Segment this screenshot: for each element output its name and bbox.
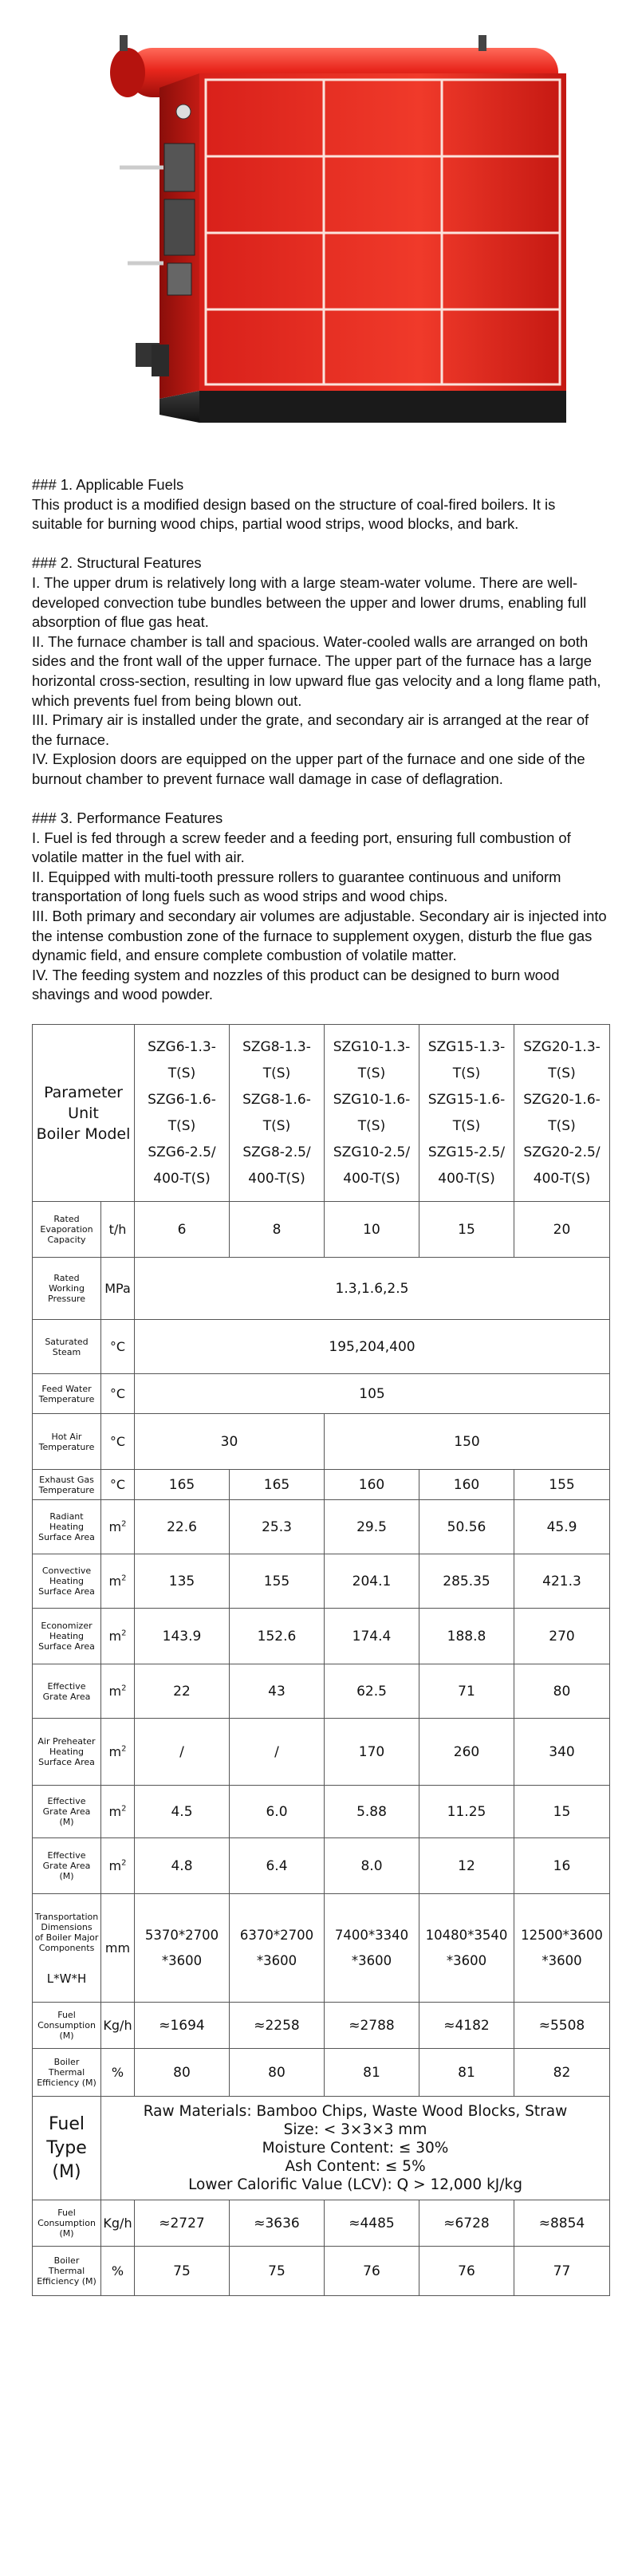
model-header: SZG6-1.3- T(S) SZG6-1.6- T(S) SZG6-2.5/ 400-T(S) — [135, 1025, 230, 1202]
table-row — [33, 2049, 610, 2097]
value-cell: 6 — [135, 1202, 230, 1258]
value-cell: / — [135, 1719, 230, 1786]
param-label: Economizer Heating Surface Area — [33, 1609, 101, 1664]
table-row — [33, 1719, 610, 1786]
table-row — [33, 1609, 610, 1664]
value-cell: 62.5 — [325, 1664, 419, 1719]
value-cell: 340 — [514, 1719, 610, 1786]
table-row — [33, 1500, 610, 1554]
unit-cell: °C — [101, 1374, 135, 1414]
value-cell: 170 — [325, 1719, 419, 1786]
value-cell: 260 — [419, 1719, 514, 1786]
value-cell: 22.6 — [135, 1500, 230, 1554]
section-heading: ### 1. Applicable Fuels — [32, 476, 184, 493]
unit-cell: °C — [101, 1320, 135, 1374]
section-paragraph: I. The upper drum is relatively long with a large steam-water volume. There are well-developed convection tube bundles between the upper and lower drums, enabling full absorption of flue gas heat. — [32, 573, 587, 631]
value-cell: 204.1 — [325, 1554, 419, 1609]
value-cell: 188.8 — [419, 1609, 514, 1664]
table-row — [33, 2097, 610, 2200]
table-row — [33, 1258, 610, 1320]
value-cell: 150 — [325, 1414, 610, 1470]
unit-cell: $m^2$ — [101, 1838, 135, 1894]
param-label: Radiant Heating Surface Area — [33, 1500, 101, 1554]
boiler-spec-table — [32, 1024, 610, 2296]
value-cell: 195,204,400 — [135, 1320, 610, 1374]
value-cell: 12 — [419, 1838, 514, 1894]
unit-cell: t/h — [101, 1202, 135, 1258]
value-cell: ≈4182 — [419, 2003, 514, 2049]
value-cell: 15 — [514, 1786, 610, 1838]
value-cell: 421.3 — [514, 1554, 610, 1609]
value-cell: 174.4 — [325, 1609, 419, 1664]
value-cell: 80 — [230, 2049, 325, 2097]
value-cell: 8 — [230, 1202, 325, 1258]
model-header: SZG15-1.3- T(S) SZG15-1.6- T(S) SZG15-2.5/ 400-T(S) — [419, 1025, 514, 1202]
table-row — [33, 1470, 610, 1500]
param-label: Transportation Dimensions of Boiler Major Components L*W*H — [33, 1894, 101, 2003]
value-cell: 152.6 — [230, 1609, 325, 1664]
value-cell: 77 — [514, 2247, 610, 2296]
table-row — [33, 1202, 610, 1258]
value-cell: 105 — [135, 1374, 610, 1414]
fuel-type-description: Raw Materials: Bamboo Chips, Waste Wood Blocks, Straw Size: < 3×3×3 mm Moisture Content: ≤ 30% Ash Content: ≤ 5% Lower Calorific Value (LCV): Q > 12,000 kJ/kg — [101, 2097, 610, 2200]
value-cell: ≈3636 — [230, 2200, 325, 2247]
value-cell: 81 — [325, 2049, 419, 2097]
unit-cell: $m^2$ — [101, 1719, 135, 1786]
section-paragraph: IV. Explosion doors are equipped on the upper part of the furnace and one side of the burnout chamber to prevent furnace wall damage in case of deflagration. — [32, 750, 585, 787]
table-row — [33, 1894, 610, 2003]
value-cell: ≈6728 — [419, 2200, 514, 2247]
value-cell: 4.8 — [135, 1838, 230, 1894]
param-label: Hot Air Temperature — [33, 1414, 101, 1470]
header-label: Parameter Unit Boiler Model — [33, 1025, 135, 1202]
param-label: Effective Grate Area — [33, 1664, 101, 1719]
value-cell: 6.0 — [230, 1786, 325, 1838]
value-cell: 10480*3540 *3600 — [419, 1894, 514, 2003]
value-cell: 29.5 — [325, 1500, 419, 1554]
value-cell: 82 — [514, 2049, 610, 2097]
unit-cell: Kg/h — [101, 2003, 135, 2049]
unit-cell: $m^2$ — [101, 1664, 135, 1719]
value-cell: 71 — [419, 1664, 514, 1719]
value-cell: 155 — [514, 1470, 610, 1500]
param-label: Fuel Type (M) — [33, 2097, 101, 2200]
value-cell: 75 — [230, 2247, 325, 2296]
value-cell: 5370*2700 *3600 — [135, 1894, 230, 2003]
value-cell: ≈4485 — [325, 2200, 419, 2247]
value-cell: 160 — [325, 1470, 419, 1500]
model-header: SZG8-1.3- T(S) SZG8-1.6- T(S) SZG8-2.5/ 400-T(S) — [230, 1025, 325, 1202]
section-heading: ### 3. Performance Features — [32, 809, 223, 827]
value-cell: 76 — [325, 2247, 419, 2296]
value-cell: 6370*2700 *3600 — [230, 1894, 325, 2003]
value-cell: 11.25 — [419, 1786, 514, 1838]
value-cell: 6.4 — [230, 1838, 325, 1894]
value-cell: 80 — [135, 2049, 230, 2097]
value-cell: 4.5 — [135, 1786, 230, 1838]
param-label: Effective Grate Area (M) — [33, 1838, 101, 1894]
value-cell: ≈1694 — [135, 2003, 230, 2049]
value-cell: 20 — [514, 1202, 610, 1258]
value-cell: 15 — [419, 1202, 514, 1258]
value-cell: 45.9 — [514, 1500, 610, 1554]
section-heading: ### 2. Structural Features — [32, 554, 202, 572]
table-row — [33, 2003, 610, 2049]
table-row — [33, 1786, 610, 1838]
section-paragraph: IV. The feeding system and nozzles of this product can be designed to burn wood shavings and wood powder. — [32, 966, 560, 1003]
value-cell: 270 — [514, 1609, 610, 1664]
param-label: Saturated Steam — [33, 1320, 101, 1374]
value-cell: 12500*3600 *3600 — [514, 1894, 610, 2003]
model-header: SZG10-1.3- T(S) SZG10-1.6- T(S) SZG10-2.5/ 400-T(S) — [325, 1025, 419, 1202]
value-cell: 75 — [135, 2247, 230, 2296]
unit-cell: $m^2$ — [101, 1554, 135, 1609]
value-cell: ≈2788 — [325, 2003, 419, 2049]
section-paragraph: I. Fuel is fed through a screw feeder and a feeding port, ensuring full combustion of volatile matter in the fuel with air. — [32, 829, 571, 866]
value-cell: 25.3 — [230, 1500, 325, 1554]
value-cell: 30 — [135, 1414, 325, 1470]
table-row — [33, 2247, 610, 2296]
table-row — [33, 1320, 610, 1374]
value-cell: 155 — [230, 1554, 325, 1609]
unit-cell: Kg/h — [101, 2200, 135, 2247]
param-label: Fuel Consumption (M) — [33, 2003, 101, 2049]
value-cell: 81 — [419, 2049, 514, 2097]
param-label: Feed Water Temperature — [33, 1374, 101, 1414]
param-label: Boiler Thermal Efficiency (M) — [33, 2049, 101, 2097]
table-row — [33, 1838, 610, 1894]
unit-cell: $m^2$ — [101, 1786, 135, 1838]
value-cell: 165 — [135, 1470, 230, 1500]
table-row — [33, 1414, 610, 1470]
value-cell: 16 — [514, 1838, 610, 1894]
table-row — [33, 1554, 610, 1609]
value-cell: ≈5508 — [514, 2003, 610, 2049]
value-cell: 50.56 — [419, 1500, 514, 1554]
table-row — [33, 1374, 610, 1414]
value-cell: ≈2727 — [135, 2200, 230, 2247]
value-cell: 80 — [514, 1664, 610, 1719]
value-cell: 8.0 — [325, 1838, 419, 1894]
value-cell: 43 — [230, 1664, 325, 1719]
value-cell: 76 — [419, 2247, 514, 2296]
value-cell: / — [230, 1719, 325, 1786]
section-paragraph: This product is a modified design based on the structure of coal-fired boilers. It is suitable for burning wood chips, partial wood strips, wood blocks, and bark. — [32, 495, 556, 533]
param-label: Effective Grate Area (M) — [33, 1786, 101, 1838]
value-cell: 160 — [419, 1470, 514, 1500]
unit-cell: mm — [101, 1894, 135, 2003]
value-cell: 7400*3340 *3600 — [325, 1894, 419, 2003]
value-cell: 143.9 — [135, 1609, 230, 1664]
param-label: Rated Working Pressure — [33, 1258, 101, 1320]
unit-cell: % — [101, 2247, 135, 2296]
param-label: Boiler Thermal Efficiency (M) — [33, 2247, 101, 2296]
unit-cell: % — [101, 2049, 135, 2097]
param-label: Rated Evaporation Capacity — [33, 1202, 101, 1258]
unit-cell: °C — [101, 1470, 135, 1500]
value-cell: 5.88 — [325, 1786, 419, 1838]
param-label: Fuel Consumption (M) — [33, 2200, 101, 2247]
section-paragraph: III. Primary air is installed under the grate, and secondary air is arranged at the rear of the furnace. — [32, 711, 589, 748]
unit-cell: $m^2$ — [101, 1609, 135, 1664]
value-cell: 1.3,1.6,2.5 — [135, 1258, 610, 1320]
value-cell: ≈2258 — [230, 2003, 325, 2049]
unit-cell: °C — [101, 1414, 135, 1470]
param-label: Exhaust Gas Temperature — [33, 1470, 101, 1500]
value-cell: 285.35 — [419, 1554, 514, 1609]
section-paragraph: II. Equipped with multi-tooth pressure rollers to guarantee continuous and uniform transportation of long fuels such as wood strips and wood chips. — [32, 868, 561, 905]
value-cell: ≈8854 — [514, 2200, 610, 2247]
unit-cell: MPa — [101, 1258, 135, 1320]
table-row — [33, 1664, 610, 1719]
value-cell: 10 — [325, 1202, 419, 1258]
section-paragraph: II. The furnace chamber is tall and spacious. Water-cooled walls are arranged on both sides and the front wall of the upper furnace. The upper part of the furnace has a large horizontal cross-section, resulting in low upward flue gas velocity and a long flame path, which prevents fuel from being blown out. — [32, 632, 601, 709]
value-cell: 135 — [135, 1554, 230, 1609]
param-label: Air Preheater Heating Surface Area — [33, 1719, 101, 1786]
unit-cell: $m^2$ — [101, 1500, 135, 1554]
table-row — [33, 2200, 610, 2247]
description-text — [32, 475, 608, 1005]
boiler-product-image — [0, 0, 638, 447]
value-cell: 165 — [230, 1470, 325, 1500]
param-label: Convective Heating Surface Area — [33, 1554, 101, 1609]
section-paragraph: III. Both primary and secondary air volumes are adjustable. Secondary air is injected into the intense combustion zone of the furnace to supplement oxygen, disturb the flue gas dynamic field, and ensure complete combustion of volatile matter. — [32, 908, 607, 964]
value-cell: 22 — [135, 1664, 230, 1719]
model-header: SZG20-1.3- T(S) SZG20-1.6- T(S) SZG20-2.5/ 400-T(S) — [514, 1025, 610, 1202]
table-header-row — [33, 1025, 610, 1202]
